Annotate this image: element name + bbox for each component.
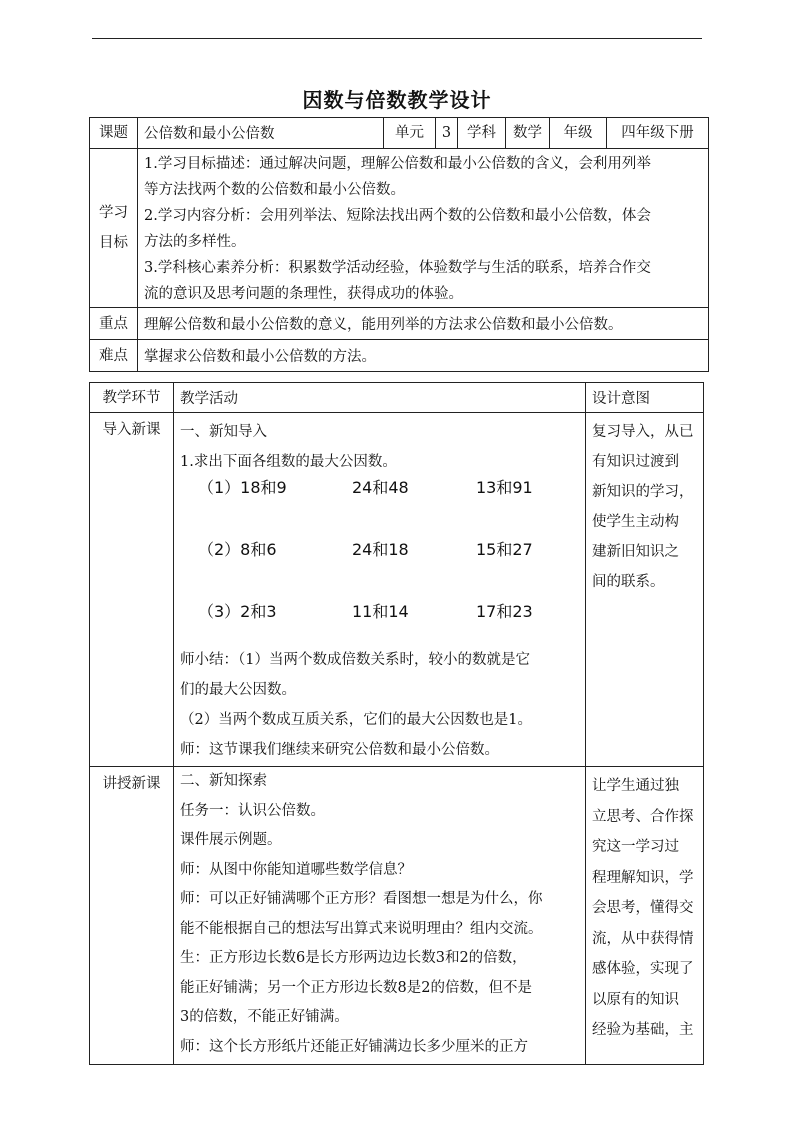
summary-block (180, 645, 579, 765)
design-line: 间的联系。 (592, 574, 665, 590)
difficulty-label: 难点 (90, 340, 138, 372)
goal-line: 方法的多样性。 (144, 234, 246, 250)
header-activity: 教学活动 (174, 383, 586, 413)
goals-content (138, 149, 709, 308)
stage-intro: 导入新课 (90, 413, 174, 767)
difficulty-text: 掌握求公倍数和最小公倍数的方法。 (138, 340, 709, 372)
header-stage: 教学环节 (90, 383, 174, 413)
summary-line: 们的最大公因数。 (180, 682, 296, 698)
key-point-label: 重点 (90, 308, 138, 340)
design-line: 程理解知识，学 (592, 869, 694, 886)
teach-line: 能不能根据自己的想法写出算式来说明理由？组内交流。 (180, 920, 543, 937)
stage-teach: 讲授新课 (90, 767, 174, 1065)
design-line: 复习导入，从已 (592, 424, 694, 440)
section-title: 一、新知导入 (180, 424, 267, 440)
exercise-item: 24和48 (352, 478, 409, 497)
subject-value: 数学 (506, 118, 550, 149)
key-point-text: 理解公倍数和最小公倍数的意义，能用列举的方法求公倍数和最小公倍数。 (138, 308, 709, 340)
exercise-item: 11和14 (352, 602, 409, 621)
goals-label-line1: 学习 (99, 205, 128, 221)
exercise-row (180, 475, 579, 537)
exercise-item: 24和18 (352, 540, 409, 559)
exercise-item: （3）2和3 (198, 602, 277, 621)
exercise-item: 13和91 (476, 478, 533, 497)
teach-activity (174, 767, 586, 1065)
exercise-item: 15和27 (476, 540, 533, 559)
unit-value: 3 (436, 118, 458, 149)
summary-line: 师：这节课我们继续来研究公倍数和最小公倍数。 (180, 742, 499, 758)
teach-line: 师：从图中你能知道哪些数学信息？ (180, 861, 412, 878)
goals-label-line2: 目标 (99, 235, 128, 251)
design-line: 究这一学习过 (592, 839, 679, 855)
grade-value: 四年级下册 (607, 118, 709, 149)
exercise-question: 1.求出下面各组数的最大公因数。 (180, 454, 397, 470)
exercise-item: （2）8和6 (198, 540, 277, 559)
exercise-item: 17和23 (476, 602, 533, 621)
intro-activity (174, 413, 586, 767)
teach-line: 师：这个长方形纸片还能正好铺满边长多少厘米的正方 (180, 1038, 528, 1055)
goal-line: 流的意识及思考问题的条理性，获得成功的体验。 (144, 286, 463, 302)
exercise-item: （1）18和9 (198, 478, 287, 497)
goal-line: 2.学习内容分析：会用列举法、短除法找出两个数的公倍数和最小公倍数，体会 (144, 208, 651, 224)
summary-line: 师小结：（1）当两个数成倍数关系时，较小的数就是它 (180, 652, 530, 668)
teach-line: 课件展示例题。 (180, 832, 282, 848)
teach-line: 3的倍数，不能正好铺满。 (180, 1009, 349, 1025)
design-line: 会思考，懂得交 (592, 900, 694, 916)
teach-line: 师：可以正好铺满哪个正方形？看图想一想是为什么，你 (180, 891, 543, 907)
design-line: 让学生通过独 (592, 778, 679, 794)
teach-line: 二、新知探索 (180, 773, 267, 789)
design-line: 新知识的学习， (592, 484, 694, 500)
intro-design (586, 413, 704, 767)
header-intent: 设计意图 (586, 383, 704, 413)
design-line: 立思考、合作探 (592, 808, 694, 825)
design-line: 经验为基础，主 (592, 1022, 694, 1038)
exercise-row (180, 537, 579, 599)
goals-label (90, 149, 138, 308)
goal-line: 等方法找两个数的公倍数和最小公倍数。 (144, 182, 405, 198)
teach-line: 任务一：认识公倍数。 (180, 802, 325, 819)
page-title: 因数与倍数教学设计 (302, 88, 492, 112)
design-line: 建新旧知识之 (592, 544, 679, 560)
teach-line: 生：正方形边长数6是长方形两边边长数3和2的倍数， (180, 950, 527, 966)
teach-design (586, 767, 704, 1065)
design-line: 以原有的知识 (592, 991, 679, 1008)
header-rule (92, 38, 702, 39)
design-line: 流，从中获得情 (592, 930, 694, 947)
topic-label: 课题 (90, 118, 138, 149)
exercise-row (180, 599, 579, 645)
summary-line: （2）当两个数成互质关系，它们的最大公因数也是1。 (180, 712, 532, 728)
design-line: 使学生主动构 (592, 514, 679, 530)
subject-label: 学科 (458, 118, 506, 149)
info-table (89, 117, 709, 372)
design-line: 有知识过渡到 (592, 454, 679, 470)
design-line: 感体验，实现了 (592, 961, 694, 977)
goal-line: 3.学科核心素养分析：积累数学活动经验，体验数学与生活的联系，培养合作交 (144, 260, 651, 276)
teach-line: 能正好铺满；另一个正方形边长数8是2的倍数，但不是 (180, 979, 532, 996)
unit-label: 单元 (384, 118, 436, 149)
process-table (89, 382, 704, 1065)
goal-line: 1.学习目标描述：通过解决问题，理解公倍数和最小公倍数的含义，会利用列举 (144, 156, 651, 172)
grade-label: 年级 (550, 118, 607, 149)
topic-value: 公倍数和最小公倍数 (138, 118, 384, 149)
